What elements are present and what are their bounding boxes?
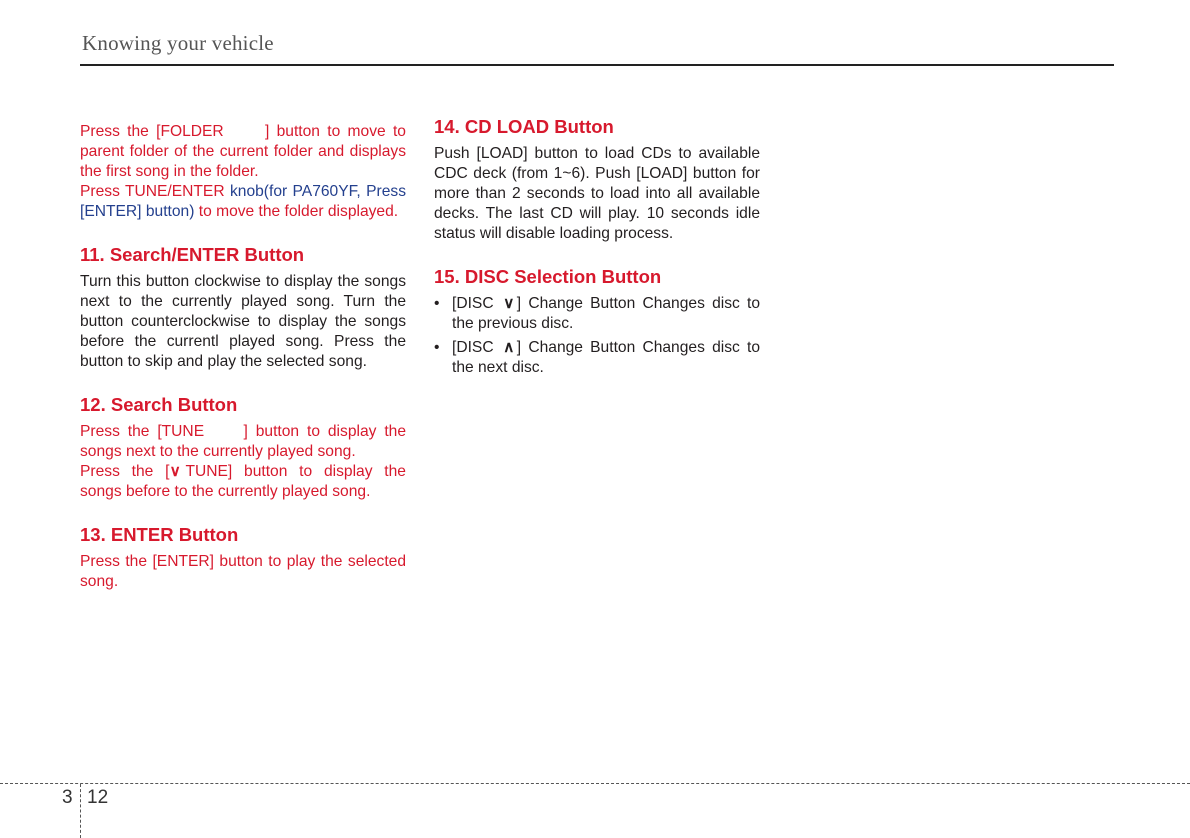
section-11 bbox=[80, 244, 406, 372]
bullet-icon: • bbox=[434, 295, 440, 312]
bullet-icon: • bbox=[434, 339, 440, 356]
chapter-number: 3 bbox=[62, 787, 73, 808]
section-15-title: 15. DISC Selection Button bbox=[434, 266, 662, 287]
disc-down-label: [DISC bbox=[452, 295, 501, 312]
section-11-body: Turn this button clockwise to display the songs next to the currently played song. Turn the button counterclockwise to display the songs before the currentl played song. Press the button to skip and play the selected song. bbox=[80, 273, 406, 370]
section-14 bbox=[434, 116, 760, 244]
section-12-para-2 bbox=[80, 462, 406, 502]
folder-intro-desc: ] button to move to parent folder of the current folder and displays the first song in the folder. bbox=[80, 123, 406, 180]
section-14-body: Push [LOAD] button to load CDs to available CDC deck (from 1~6). Push [LOAD] button for more than 2 seconds to load into all available decks. The last CD will play. 10 seconds idle status will disable loading process. bbox=[434, 145, 760, 242]
folder-button-label: Press the [FOLDER bbox=[80, 123, 224, 140]
page-header-title: Knowing your vehicle bbox=[82, 31, 274, 55]
chevron-up-icon: ∧ bbox=[503, 339, 515, 356]
section-12-para-2-a: Press the [ bbox=[80, 463, 170, 480]
chevron-down-icon: ∨ bbox=[503, 295, 515, 312]
disc-down-desc: ] Change Button Changes disc to the previous disc. bbox=[452, 295, 761, 332]
disc-up-label: [DISC bbox=[452, 339, 501, 356]
disc-up-desc: ] Change Button Changes disc to the next disc. bbox=[452, 339, 761, 376]
section-13-title: 13. ENTER Button bbox=[80, 524, 239, 545]
tune-enter-text bbox=[80, 182, 406, 222]
bullet-text bbox=[452, 338, 760, 378]
list-item bbox=[434, 294, 760, 334]
chevron-down-icon: ∨ bbox=[169, 463, 181, 480]
section-13 bbox=[80, 524, 406, 592]
page-number: 12 bbox=[87, 787, 109, 808]
footer-divider bbox=[80, 784, 81, 838]
bullet-text bbox=[452, 294, 760, 334]
knob-note: knob(for PA760YF, Press [ENTER] button) bbox=[80, 183, 406, 220]
section-12-para-2-b: TUNE] button to display the songs before to the currently played song. bbox=[80, 463, 406, 500]
folder-intro-text bbox=[80, 122, 406, 182]
left-column bbox=[80, 122, 411, 614]
middle-column bbox=[434, 116, 760, 400]
header-rule bbox=[80, 64, 1114, 66]
section-13-body: Press the [ENTER] button to play the selected song. bbox=[80, 553, 406, 590]
section-12 bbox=[80, 394, 411, 502]
tune-enter-desc: to move the folder displayed. bbox=[194, 203, 399, 220]
folder-intro-block bbox=[80, 122, 406, 222]
section-11-title: 11. Search/ENTER Button bbox=[80, 244, 305, 265]
footer-rule bbox=[0, 783, 1190, 784]
section-12-title: 12. Search Button bbox=[80, 394, 238, 415]
list-item bbox=[434, 338, 760, 378]
section-14-title: 14. CD LOAD Button bbox=[434, 116, 614, 137]
section-15 bbox=[434, 266, 760, 378]
tune-enter-label: Press TUNE/ENTER bbox=[80, 183, 225, 200]
section-12-para-1: Press the [TUNE ] button to display the songs next to the currently played song. bbox=[80, 423, 411, 460]
